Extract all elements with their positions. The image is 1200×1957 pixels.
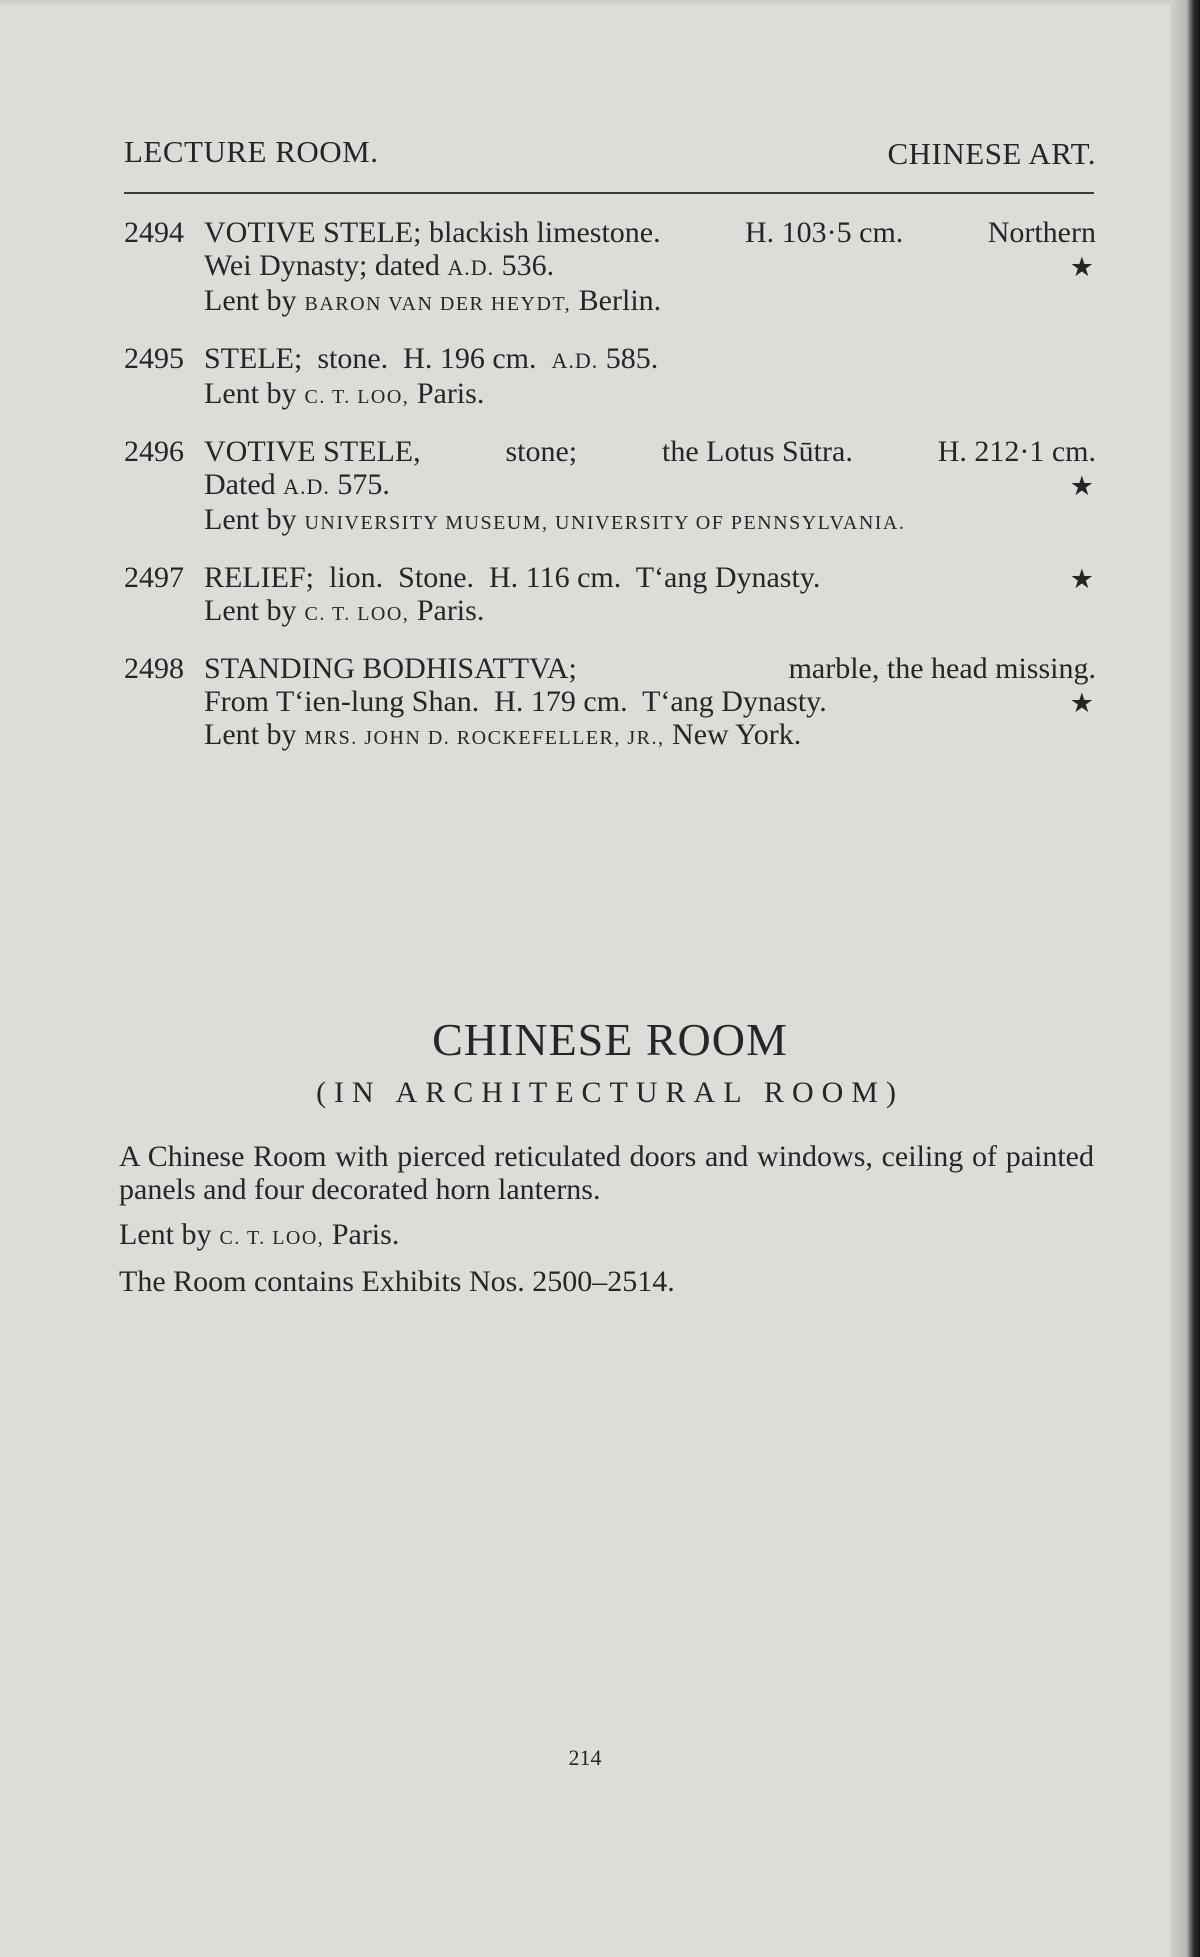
entry-line-2 <box>204 468 1096 503</box>
entry-body <box>204 561 1096 631</box>
entry-title: VOTIVE STELE, <box>204 435 421 468</box>
entry-line-tail: Northern <box>987 216 1096 249</box>
entry-lender-line <box>204 377 1096 414</box>
entry-dimension: H. 212·1 cm. <box>937 435 1096 468</box>
entry-line-1 <box>204 561 1096 594</box>
lender-name: BARON VAN DER HEYDT, <box>304 293 572 315</box>
entry-number: 2498 <box>124 652 184 685</box>
entry-year: 536. <box>501 249 555 282</box>
lender-name: MRS. JOHN D. ROCKEFELLER, JR., <box>304 727 665 749</box>
entry-material: Stone. <box>398 561 475 594</box>
entry-line-1 <box>204 342 1096 377</box>
entry-dimension: H. 196 cm. <box>403 342 537 375</box>
lent-by-label: Lent by <box>204 503 297 536</box>
description-lender-line <box>119 1218 1094 1255</box>
entry-body <box>204 342 1096 414</box>
running-head-left: LECTURE ROOM. <box>124 134 379 169</box>
entry-era: A.D. <box>551 348 599 373</box>
running-head <box>124 134 1096 174</box>
entry-lender-line <box>204 503 1096 540</box>
lender-name: UNIVERSITY MUSEUM, UNIVERSITY OF PENNSYLVANIA. <box>304 512 906 534</box>
page-top-edge <box>0 0 1170 6</box>
entry-year: 575. <box>337 468 390 501</box>
lender-place: Paris. <box>416 377 485 410</box>
star-icon: ★ <box>1069 252 1094 282</box>
entry-material: marble, the head missing. <box>788 652 1096 685</box>
entry-dynasty: T‘ang Dynasty. <box>635 561 821 594</box>
lender-place: New York. <box>672 718 802 751</box>
catalogue-entry <box>124 435 1096 540</box>
lender-name: C. T. LOO, <box>304 386 410 408</box>
entry-body <box>204 435 1096 540</box>
entry-material: blackish limestone. <box>428 216 661 249</box>
lent-by-label: Lent by <box>204 718 297 751</box>
entry-number: 2496 <box>124 435 184 468</box>
entry-line-1 <box>204 652 1096 685</box>
entry-title: STANDING BODHISATTVA; <box>204 652 577 685</box>
entry-material: stone. <box>317 342 389 375</box>
entry-title: VOTIVE STELE; <box>204 216 422 249</box>
catalogue-entry <box>124 216 1096 321</box>
entry-lender-line <box>204 284 1096 321</box>
entry-lender-line <box>204 718 1096 755</box>
lent-by-label: Lent by <box>204 284 297 317</box>
entry-line-2 <box>204 685 1096 718</box>
entry-year: 585. <box>605 342 659 375</box>
entry-material: stone; <box>505 435 578 468</box>
lender-name: C. T. LOO, <box>219 1227 325 1249</box>
lent-by-label: Lent by <box>204 594 297 627</box>
lender-place: Paris. <box>416 594 485 627</box>
entry-dynasty: T‘ang Dynasty. <box>642 685 827 718</box>
catalogue-entry <box>124 652 1096 755</box>
section-description <box>119 1140 1094 1298</box>
entry-dynasty: Wei Dynasty; dated <box>204 249 440 282</box>
entry-dimension: H. 103·5 cm. <box>744 216 904 249</box>
entry-lender-line <box>204 594 1096 631</box>
entry-number: 2497 <box>124 561 184 594</box>
lender-place: Paris. <box>331 1218 400 1251</box>
lender-place: Berlin. <box>578 284 662 317</box>
lender-name: C. T. LOO, <box>304 603 410 625</box>
entry-dimension: H. 179 cm. <box>494 685 628 718</box>
entry-body <box>204 216 1096 321</box>
entry-line-2 <box>204 249 1096 284</box>
entry-era: A.D. <box>283 474 330 499</box>
entry-body <box>204 652 1096 755</box>
section-heading <box>124 1012 1096 1110</box>
description-exhibits-line: The Room contains Exhibits Nos. 2500–2514. <box>119 1265 675 1298</box>
description-paragraph: A Chinese Room with pierced reticulated doors and windows, ceiling of painted panels and four decorated horn lanterns. <box>119 1140 1094 1206</box>
page-number: 214 <box>568 1745 602 1770</box>
lent-by-label: Lent by <box>204 377 297 410</box>
page-gutter-shadow <box>1170 0 1200 1957</box>
catalogue-entry <box>124 342 1096 414</box>
star-icon: ★ <box>1069 564 1094 594</box>
catalogue-entry <box>124 561 1096 631</box>
entry-dated: Dated <box>204 468 276 501</box>
section-title: CHINESE ROOM <box>432 1014 788 1065</box>
entry-subject: the Lotus Sūtra. <box>662 435 853 468</box>
entry-number: 2494 <box>124 216 184 249</box>
header-rule <box>124 192 1094 194</box>
entry-title: RELIEF; <box>204 561 314 594</box>
entry-line-1 <box>204 435 1096 468</box>
catalogue-entries <box>124 216 1096 776</box>
running-head-right: CHINESE ART. <box>887 136 1096 171</box>
entry-title: STELE; <box>204 342 303 375</box>
entry-subject: lion. <box>329 561 384 594</box>
entry-era: A.D. <box>447 255 495 280</box>
section-subtitle: (IN ARCHITECTURAL ROOM) <box>316 1076 904 1109</box>
lent-by-label: Lent by <box>119 1218 212 1251</box>
entry-dimension: H. 116 cm. <box>489 561 622 594</box>
star-icon: ★ <box>1069 471 1094 501</box>
entry-provenance: From T‘ien-lung Shan. <box>204 685 480 718</box>
star-icon: ★ <box>1069 688 1094 718</box>
entry-line-1 <box>204 216 1096 249</box>
entry-number: 2495 <box>124 342 184 375</box>
